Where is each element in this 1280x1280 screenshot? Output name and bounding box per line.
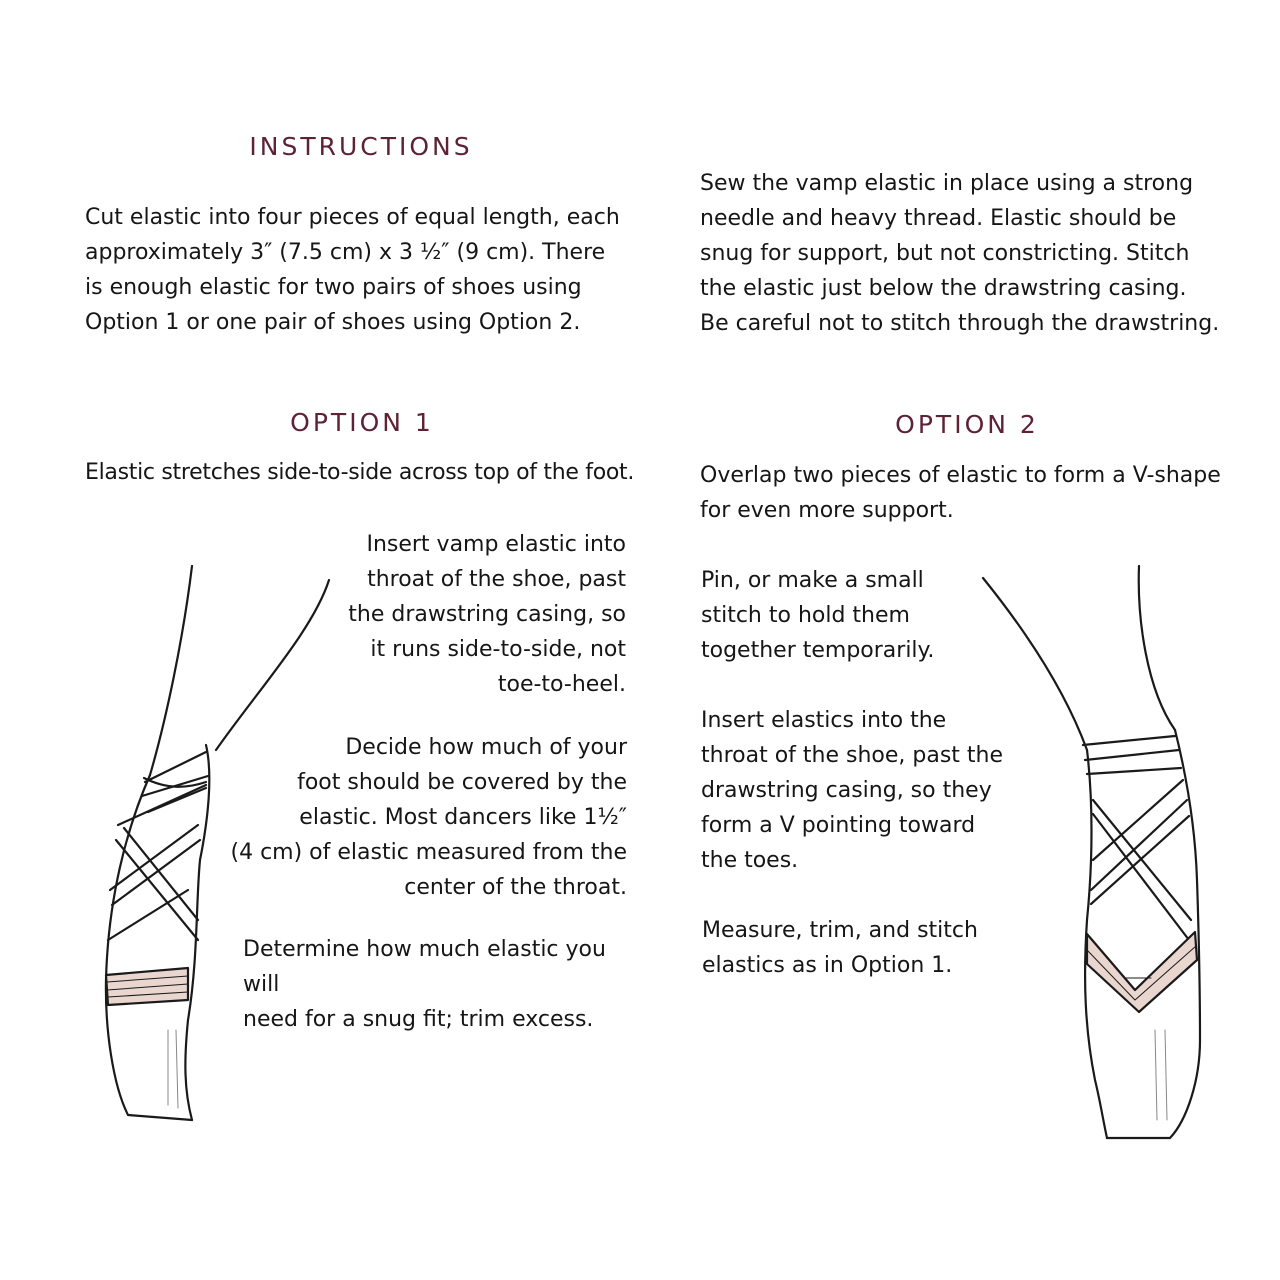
option-2-step-2: Insert elastics into the throat of the shoe, past the drawstring casing, so they form a V pointing toward the toes.	[701, 708, 1004, 873]
option-2-heading: OPTION 2	[895, 410, 1039, 439]
option-1-step-1: Insert vamp elastic into throat of the shoe, past the drawstring casing, so it runs side-to-side, not toe-to-heel.	[348, 532, 626, 697]
option-2-step-1: Pin, or make a small stitch to hold them together temporarily.	[701, 568, 935, 663]
pointe-shoe-side-to-side-icon	[88, 560, 338, 1130]
sew-paragraph: Sew the vamp elastic in place using a strong needle and heavy thread. Elastic should be snug for support, but not constricting. Stitch the elastic just below the drawstring casing. Be careful not to stitch through the drawstring.	[700, 171, 1220, 336]
intro-paragraph: Cut elastic into four pieces of equal length, each approximately 3″ (7.5 cm) x 3 ½″ (9 cm). There is enough elastic for two pairs of shoes using Option 1 or one pair of shoes using Option 2.	[85, 205, 620, 335]
instructions-heading: INSTRUCTIONS	[249, 132, 473, 161]
option-1-summary: Elastic stretches side-to-side across top of the foot.	[85, 460, 635, 485]
pointe-shoe-v-shape-icon	[975, 560, 1235, 1150]
option-2-summary: Overlap two pieces of elastic to form a V-shape for even more support.	[700, 463, 1221, 523]
option-1-heading: OPTION 1	[290, 408, 434, 437]
option-1-step-3: Determine how much elastic you will need for a snug fit; trim excess.	[243, 937, 606, 1032]
option-1-step-2: Decide how much of your foot should be covered by the elastic. Most dancers like 1½″ (4 cm) of elastic measured from the center of the throat.	[230, 735, 627, 900]
option-2-step-3: Measure, trim, and stitch elastics as in Option 1.	[702, 918, 978, 978]
